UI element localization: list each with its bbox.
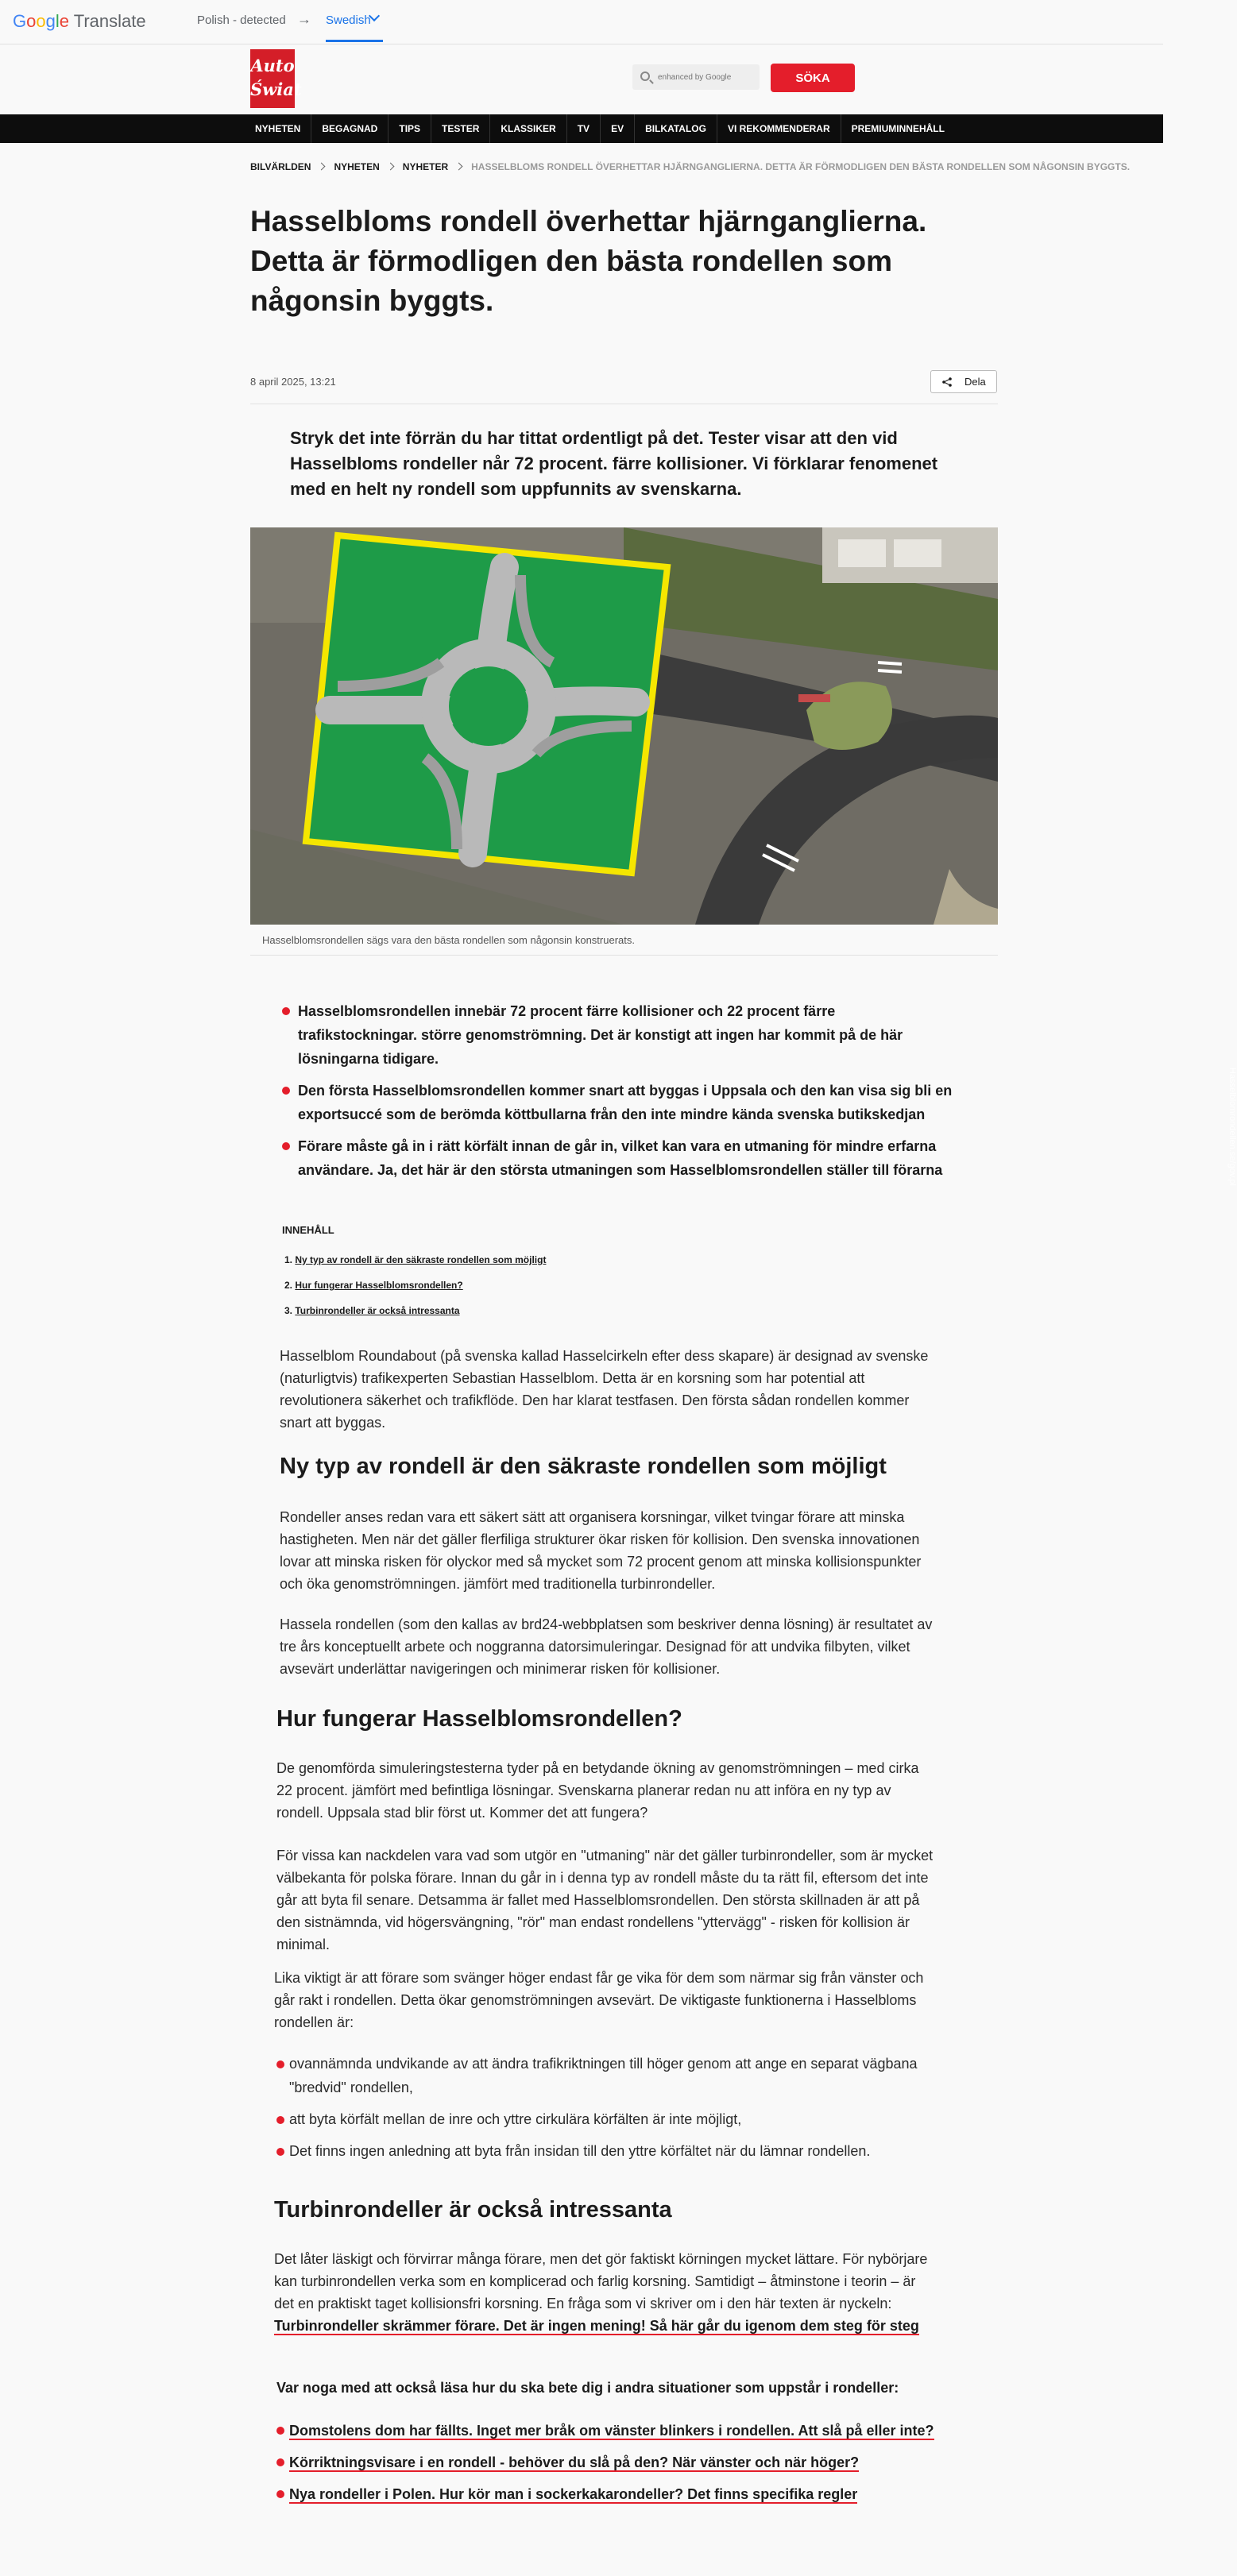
logo-line-1: Auto <box>250 56 295 75</box>
read-more-item <box>276 2451 934 2474</box>
toc-title: INNEHÅLL <box>282 1224 334 1236</box>
roundabout-aerial-photo <box>250 527 998 925</box>
section-heading: Ny typ av rondell är den säkraste rondellen som möjligt <box>280 1454 887 1479</box>
read-more-item <box>276 2420 934 2442</box>
nav-item-ev[interactable]: EV <box>600 114 634 143</box>
site-header <box>0 45 1163 114</box>
breadcrumb-item[interactable]: NYHETER <box>402 161 449 172</box>
key-point: Den första Hasselblomsrondellen kommer snart att byggas i Uppsala och den kan visa sig bli en exportsuccé som de berömda köttbullarna från den inte mindre kända svenska butikskedjan <box>282 1079 957 1126</box>
search-input[interactable] <box>658 69 756 85</box>
share-button[interactable] <box>930 370 997 393</box>
chevron-right-icon <box>455 163 463 171</box>
search-icon <box>640 71 650 81</box>
read-more-link[interactable]: Körriktningsvisare i en rondell - behöver du slå på den? När vänster och när höger? <box>289 2454 860 2470</box>
nav-item-begagnad[interactable]: BEGAGNAD <box>311 114 388 143</box>
read-more-item <box>276 2483 934 2505</box>
breadcrumb <box>250 161 1156 172</box>
publish-date: 8 april 2025, 13:21 <box>250 376 336 388</box>
source-language[interactable]: Polish - detected <box>197 14 286 27</box>
key-point: Förare måste gå in i rätt körfält innan de går in, vilket kan vara en utmaning för mindre erfarna användare. Ja, det här är den största utmaningen som Hasselblomsrondellen ställer till förarna <box>282 1134 957 1182</box>
key-points <box>282 999 957 1190</box>
breadcrumb-item[interactable]: BILVÄRLDEN <box>250 161 311 172</box>
nav-item-nyheten[interactable]: NYHETEN <box>255 123 301 134</box>
turbine-roundabout-link[interactable]: Turbinrondeller skrämmer förare. Det är ingen mening! Så här går du igenom dem steg för steg <box>274 2318 919 2334</box>
toc-link[interactable]: Ny typ av rondell är den säkraste rondellen som möjligt <box>295 1254 547 1265</box>
chevron-right-icon <box>318 163 326 171</box>
intro-paragraph: Hasselblom Roundabout (på svenska kallad Hasselcirkeln efter dess skapare) är designad av svenske (naturligtvis) trafikexperten Sebastian Hasselblom. Detta är en korsning som har potential att revolutionera säkerhet och trafikflöde. Den har klarat testfasen. Den första sådan rondellen kommer snart att byggas. <box>280 1348 929 1431</box>
paragraph <box>274 2248 934 2337</box>
toc-item: 2. Hur fungerar Hasselblomsrondellen? <box>284 1280 463 1291</box>
read-more-title: Var noga med att också läsa hur du ska bete dig i andra situationer som uppstår i rondeller: <box>276 2380 899 2396</box>
paragraph: Hassela rondellen (som den kallas av brd24-webbplatsen som beskriver denna lösning) är resultatet av tre års konceptuellt arbete och noggranna datorsimuleringar. Designad för att undvika filbyten, vilket avsevärt underlättar navigeringen och minimerar risken för kollisioner. <box>280 1616 933 1677</box>
divider <box>250 955 998 956</box>
google-wordmark: Google <box>13 11 70 31</box>
read-more-link[interactable]: Nya rondeller i Polen. Hur kör man i sockerkakarondeller? Det finns specifika regler <box>289 2486 858 2502</box>
share-label: Dela <box>964 376 986 388</box>
list-item: ovannämnda undvikande av att ändra trafikriktningen till höger genom att ange en separat vägbana "bredvid" rondellen, <box>276 2052 952 2099</box>
arrow-right-icon: → <box>297 11 311 27</box>
read-more-link[interactable]: Domstolens dom har fällts. Inget mer bråk om vänster blinkers i rondellen. Att slå på eller inte? <box>289 2423 934 2439</box>
nav-item-tv[interactable]: TV <box>566 114 600 143</box>
nav-item-klassiker[interactable]: KLASSIKER <box>489 114 566 143</box>
image-caption: Hasselblomsrondellen sägs vara den bästa rondellen som någonsin konstruerats. <box>262 934 635 946</box>
article-title: Hasselbloms rondell överhettar hjärnganglierna. Detta är förmodligen den bästa rondellen som någonsin byggts. <box>250 205 927 317</box>
nav-item-bilkatalog[interactable]: BILKATALOG <box>634 114 717 143</box>
toc-link[interactable]: Hur fungerar Hasselblomsrondellen? <box>295 1280 463 1291</box>
nav-item-vi-rekommenderar[interactable]: VI REKOMMENDERAR <box>717 114 841 143</box>
nav-item-tester[interactable]: TESTER <box>431 114 489 143</box>
breadcrumb-current: HASSELBLOMS RONDELL ÖVERHETTAR HJÄRNGANGLIERNA. DETTA ÄR FÖRMODLIGEN DEN BÄSTA RONDELLEN SOM NÅGONSIN BYGGTS. <box>471 161 1131 172</box>
nav-item-tips[interactable]: TIPS <box>388 114 431 143</box>
paragraph: För vissa kan nackdelen vara vad som utgör en "utmaning" när det gäller turbinrondeller, som är mycket välbekanta för polska förare. Innan du går in i denna typ av rondell måste du ta rätt fil, eftersom det inte går att byta fil senare. Detsamma är fallet med Hasselblomsrondellen. Den största skillnaden är att på den sistnämnda, vid högersvängning, "rör" man endast rondellens "yttervägg" - risken för kollision är minimal. <box>276 1848 934 1952</box>
table-of-contents <box>284 1247 546 1323</box>
paragraph-text: Det låter läskigt och förvirrar många förare, men det gör faktiskt körningen mycket lättare. För nybörjare kan turbinrondellen verka som en komplicerad och farlig korsning. Samtidigt – åtminstone i teorin – är det en praktiskt taget kollisionsfri korsning. En fråga som vi skriver om i den här texten är nyckeln: <box>274 2251 928 2311</box>
paragraph: Rondeller anses redan vara ett säkert sätt att organisera korsningar, vilket tvingar förare att minska hastigheten. Men när det gäller flerfiliga strukturer ökar risken för kollision. Den svenska innovationen lovar att minska risken för olyckor med så mycket som 72 procent genom att minska kollisionspunkter och öka genomströmningen. jämfört med traditionella turbinrondeller. <box>280 1509 922 1592</box>
translate-bar <box>0 0 1163 44</box>
search-button[interactable]: SÖKA <box>771 64 855 92</box>
paragraph: Lika viktigt är att förare som svänger höger endast får ge vika för dem som närmar sig från vänster och går rakt i rondellen. Detta ökar genomströmningen avsevärt. De viktigaste funktionerna i Hasselbloms rondellen är: <box>274 1970 924 2030</box>
toc-item: 1. Ny typ av rondell är den säkraste rondellen som möjligt <box>284 1254 547 1265</box>
toc-item: 3. Turbinrondeller är också intressanta <box>284 1305 460 1316</box>
image-credit: Hasselblomrondellen.se/gov.pl <box>1227 1068 1237 1186</box>
nav-item-premiuminnehall[interactable]: PREMIUMINNEHÅLL <box>841 114 955 143</box>
translate-wordmark: Translate <box>73 11 146 31</box>
list-item: Det finns ingen anledning att byta från insidan till den yttre körfältet när du lämnar rondellen. <box>276 2139 952 2163</box>
section-heading: Hur fungerar Hasselblomsrondellen? <box>276 1706 682 1732</box>
breadcrumb-item[interactable]: NYHETEN <box>334 161 380 172</box>
google-translate-logo[interactable] <box>13 11 146 32</box>
key-point: Hasselblomsrondellen innebär 72 procent färre kollisioner och 22 procent färre trafikstockningar. större genomströmning. Det är konstigt att ingen har kommit på de här lösningarna tidigare. <box>282 999 957 1071</box>
chevron-right-icon <box>386 163 394 171</box>
toc-link[interactable]: Turbinrondeller är också intressanta <box>295 1305 460 1316</box>
article-lead: Stryk det inte förrän du har tittat ordentligt på det. Tester visar att den vid Hasselbloms rondeller når 72 procent. färre kollisioner. Vi förklarar fenomenet med en helt ny rondell som uppfunnits av svenskarna. <box>290 428 938 499</box>
paragraph: De genomförda simuleringstesterna tyder på en betydande ökning av genomströmningen – med cirka 22 procent. jämfört med befintliga lösningar. Svenskarna planerar redan nu att införa en ny typ av rondell. Uppsala stad blir först ut. Kommer det att fungera? <box>276 1760 919 1821</box>
list-item: att byta körfält mellan de inre och yttre cirkulära körfälten är inte möjligt, <box>276 2107 952 2131</box>
target-language-select[interactable]: Swedish <box>326 14 371 27</box>
feature-list <box>276 2052 952 2171</box>
logo-line-2: Świat <box>250 79 302 99</box>
read-more-list <box>276 2420 934 2515</box>
share-icon <box>942 377 952 387</box>
search-box <box>632 64 760 90</box>
target-language-underline <box>326 40 383 42</box>
section-heading: Turbinrondeller är också intressanta <box>274 2197 672 2223</box>
auto-swiat-logo[interactable] <box>250 49 302 108</box>
main-nav <box>0 114 1163 143</box>
